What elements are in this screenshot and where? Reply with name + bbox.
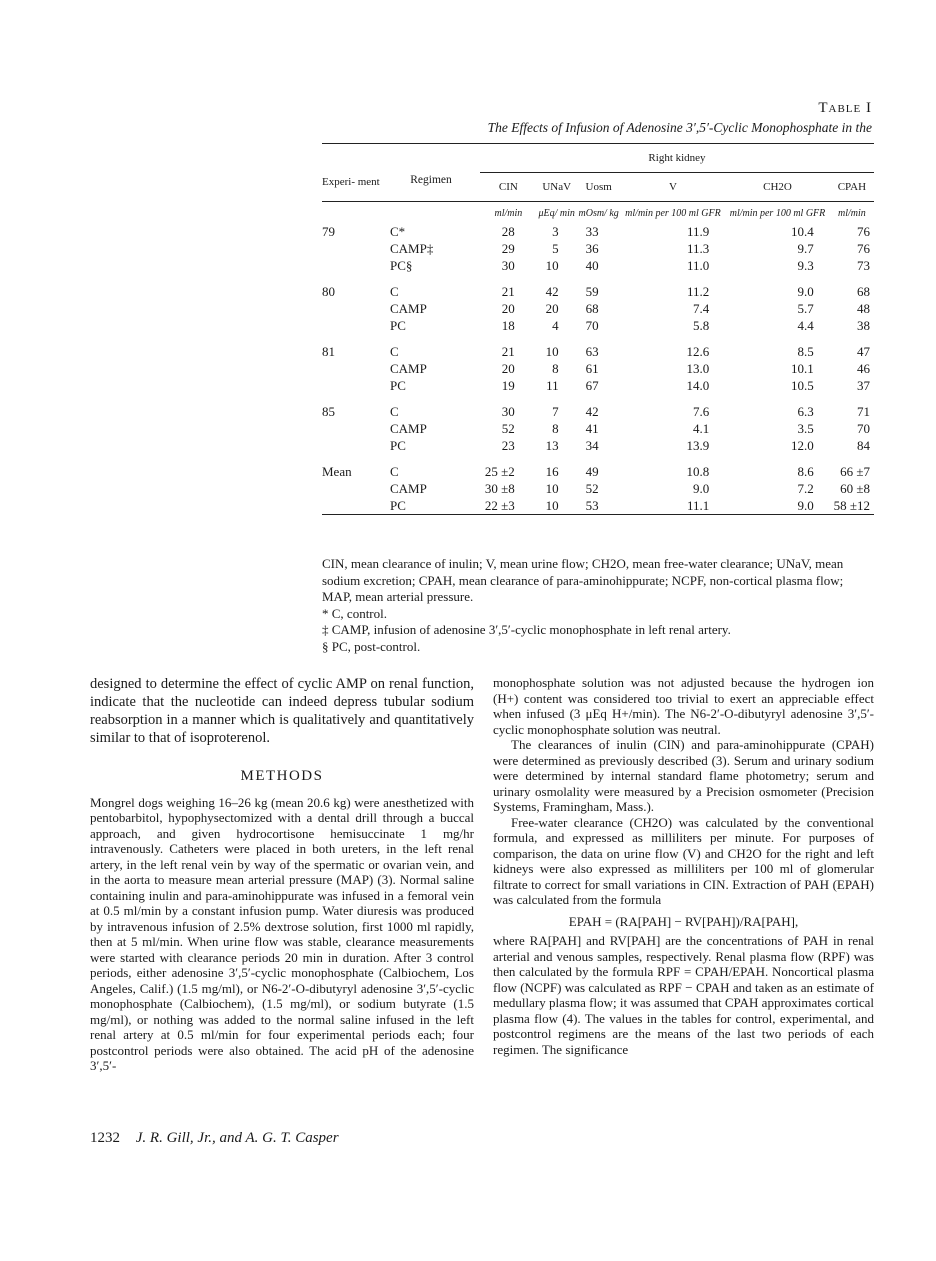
cell-uosm: 70 [585, 318, 599, 333]
table-title: The Effects of Infusion of Adenosine 3′,5′-Cyclic Monophosphate in the [487, 120, 872, 135]
cell-v: 9.0 [692, 481, 710, 496]
table-row [322, 343, 874, 360]
col-cin: CIN [498, 181, 518, 193]
paragraph-clearances: The clearances of inulin (CIN) and para-aminohippurate (CPAH) were determined as previously described (3). Serum and urinary sodium were determined by internal standard flame photometry; serum and urinary osmolality were measured by a Precision osmometer (Precision Systems, Framingham, Mass.). [493, 737, 874, 814]
cell-cin: 25 ±2 [484, 464, 515, 479]
cell-regimen: PC [390, 438, 406, 453]
unit-unav: μEq/ min [538, 208, 575, 219]
table-body [322, 202, 874, 520]
left-column [90, 675, 474, 1074]
cell-v: 11.1 [686, 498, 710, 513]
right-column [493, 675, 874, 1057]
cell-v: 11.3 [686, 241, 710, 256]
cell-cpah: 71 [857, 404, 870, 419]
cell-cpah: 73 [857, 258, 870, 273]
cell-cin: 22 ±3 [484, 498, 515, 513]
cell-experiment [322, 377, 382, 394]
cell-uosm: 61 [585, 361, 599, 376]
cell-experiment: 79 [322, 224, 335, 239]
unit-ch2o: ml/min per 100 ml GFR [729, 208, 826, 219]
cell-ch2o: 9.0 [797, 284, 814, 299]
cell-unav: 3 [552, 224, 559, 239]
cell-regimen: CAMP [390, 481, 427, 496]
cell-regimen: C [390, 284, 399, 299]
methods-paragraph: Mongrel dogs weighing 16–26 kg (mean 20.6 kg) were anesthetized with pentobarbitol, hypophysectomized with a dental drill through a buccal approach, and given hydrocortisone hemisuccinate 1 mg/hr intravenously. Catheters were placed in both ureters, in the left renal artery, in the left renal vein by way of the spermatic or ovarian vein, and in the aorta to measure mean arterial pressure (MAP) (3). Normal saline containing inulin and para-aminohippurate was infused in a femoral vein at 0.5 ml/min by a constant infusion pump. Water diuresis was produced by intravenous infusion of 2.5% dextrose solution, first 1000 ml rapidly, then at 5 ml/min. When urine flow was stable, clearance measurements were started with clearance periods 20 min in duration. After 3 control periods, either adenosine 3′,5′-cyclic monophosphate (Calbiochem, Los Angeles, Calif.) (1.5 mg/ml), or N6-2′-O-dibutyryl adenosine 3′,5′-cyclic monophosphate (Calbiochem), (1.5 mg/ml), or sodium butyrate (1.5 mg/ml), or nothing was added to the normal saline infused in the left renal artery at 0.5 ml/min for four experimental periods each; four postcontrol periods were also obtained. The acid pH of the adenosine 3′,5′- [90, 794, 474, 1073]
section-heading-methods: METHODS [240, 768, 324, 784]
cell-v: 13.9 [686, 438, 710, 453]
cell-experiment: 85 [322, 404, 335, 419]
footnote-camp: ‡ CAMP, infusion of adenosine 3′,5′-cyclic monophosphate in left renal artery. [322, 622, 731, 637]
table-row [322, 497, 874, 515]
cell-uosm: 53 [585, 498, 599, 513]
table-footnotes [322, 556, 876, 655]
cell-ch2o: 8.6 [797, 464, 814, 479]
cell-uosm: 68 [585, 301, 599, 316]
cell-uosm: 40 [585, 258, 599, 273]
col-experiment: Experi- ment [322, 176, 380, 188]
cell-regimen: PC [390, 378, 406, 393]
data-table [322, 143, 874, 519]
cell-ch2o: 9.7 [797, 241, 814, 256]
cell-cin: 29 [501, 241, 515, 256]
cell-ch2o: 5.7 [797, 301, 814, 316]
cell-experiment [322, 437, 382, 454]
cell-cin: 18 [501, 318, 515, 333]
cell-ch2o: 10.5 [791, 378, 814, 393]
table-row [322, 283, 874, 300]
cell-experiment [322, 497, 382, 515]
table-row [322, 300, 874, 317]
table-row [322, 437, 874, 454]
cell-experiment [322, 420, 382, 437]
table-row [322, 257, 874, 274]
cell-experiment [322, 240, 382, 257]
cell-cin: 30 [501, 258, 515, 273]
cell-unav: 11 [546, 378, 559, 393]
cell-cin: 30 ±8 [484, 481, 515, 496]
cell-unav: 8 [552, 421, 559, 436]
cell-cin: 30 [501, 404, 515, 419]
cell-unav: 42 [545, 284, 559, 299]
unit-v: ml/min per 100 ml GFR [625, 208, 721, 219]
cell-v: 7.6 [692, 404, 710, 419]
cell-regimen: PC§ [390, 258, 413, 273]
group-spacer [322, 454, 874, 463]
cell-experiment [322, 480, 382, 497]
cell-unav: 20 [545, 301, 559, 316]
cell-experiment [322, 257, 382, 274]
cell-unav: 4 [552, 318, 559, 333]
cell-ch2o: 7.2 [797, 481, 814, 496]
page-footer [90, 1130, 339, 1147]
table-row [322, 463, 874, 480]
unit-cpah: ml/min [837, 208, 866, 219]
cell-v: 13.0 [686, 361, 710, 376]
col-v: V [668, 181, 677, 193]
cell-regimen: PC [390, 318, 406, 333]
unit-uosm: mOsm/ kg [578, 208, 619, 219]
cell-v: 14.0 [686, 378, 710, 393]
footnote-postcontrol: § PC, post-control. [322, 638, 421, 654]
cell-unav: 13 [545, 438, 559, 453]
cell-uosm: 34 [585, 438, 599, 453]
cell-unav: 10 [545, 481, 559, 496]
cell-cpah: 38 [857, 318, 870, 333]
paragraph-ph: monophosphate solution was not adjusted because the hydrogen ion (H+) content was considered too trivial to exert an appreciable effect when infused (3 μEq H+/min). The N6-2′-O-dibutyryl adenosine 3′,5′-cyclic monophosphate solution was neutral. [493, 675, 874, 737]
group-spacer [322, 394, 874, 403]
cell-regimen: CAMP‡ [390, 241, 434, 256]
col-uosm: Uosm [585, 181, 612, 193]
cell-uosm: 67 [585, 378, 599, 393]
cell-ch2o: 3.5 [797, 421, 814, 436]
cell-unav: 5 [552, 241, 559, 256]
cell-v: 10.8 [686, 464, 710, 479]
cell-cpah: 66 ±7 [840, 464, 870, 479]
cell-experiment [322, 360, 382, 377]
table-row [322, 317, 874, 334]
cell-cin: 20 [501, 301, 515, 316]
cell-unav: 16 [545, 464, 559, 479]
cell-ch2o: 4.4 [797, 318, 814, 333]
cell-v: 5.8 [692, 318, 710, 333]
cell-cin: 52 [501, 421, 515, 436]
table-row [322, 377, 874, 394]
intro-paragraph: designed to determine the effect of cyclic AMP on renal function, indicate that the nucleotide can indeed depress tubular sodium reabsorption in a manner which is qualitatively and quantitatively similar to that of isoproterenol. [90, 676, 474, 746]
cell-cpah: 68 [857, 284, 870, 299]
unit-cin: ml/min [494, 208, 523, 219]
cell-unav: 8 [552, 361, 559, 376]
cell-regimen: CAMP [390, 421, 427, 436]
cell-unav: 10 [545, 498, 559, 513]
table-row [322, 403, 874, 420]
cell-cpah: 76 [857, 241, 870, 256]
col-cpah: CPAH [837, 181, 867, 193]
table-row [322, 480, 874, 497]
cell-experiment: Mean [322, 464, 352, 479]
cell-ch2o: 12.0 [791, 438, 814, 453]
cell-ch2o: 9.3 [797, 258, 814, 273]
cell-ch2o: 10.4 [791, 224, 814, 239]
cell-v: 11.0 [686, 258, 710, 273]
cell-unav: 10 [545, 258, 559, 273]
cell-cpah: 70 [857, 421, 870, 436]
cell-experiment: 80 [322, 284, 335, 299]
cell-regimen: CAMP [390, 301, 427, 316]
cell-uosm: 49 [585, 464, 599, 479]
cell-regimen: C [390, 404, 399, 419]
cell-cin: 21 [501, 284, 515, 299]
cell-ch2o: 8.5 [797, 344, 814, 359]
col-regimen: Regimen [410, 173, 452, 186]
cell-uosm: 52 [585, 481, 599, 496]
cell-v: 7.4 [692, 301, 710, 316]
cell-experiment: 81 [322, 344, 335, 359]
cell-v: 11.2 [686, 284, 710, 299]
col-unav: UNaV [542, 181, 572, 193]
cell-regimen: CAMP [390, 361, 427, 376]
cell-cin: 20 [501, 361, 515, 376]
footnote-control: * C, control. [322, 605, 387, 621]
cell-uosm: 36 [585, 241, 599, 256]
table-label: Table I [818, 100, 872, 116]
cell-experiment [322, 317, 382, 334]
cell-cin: 23 [501, 438, 515, 453]
cell-unav: 7 [552, 404, 559, 419]
cell-uosm: 63 [585, 344, 599, 359]
cell-regimen: C* [390, 224, 406, 239]
cell-cpah: 76 [857, 224, 870, 239]
footnote-abbreviations: CIN, mean clearance of inulin; V, mean urine flow; CH2O, mean free-water clearance; UNaV, mean sodium excretion; CPAH, mean clearance of para-aminohippurate; NCPF, non-cortical plasma flow; MAP, mean arterial pressure. [322, 556, 844, 604]
cell-cpah: 47 [857, 344, 870, 359]
cell-uosm: 41 [585, 421, 599, 436]
cell-cpah: 48 [857, 301, 870, 316]
cell-regimen: C [390, 344, 399, 359]
cell-experiment [322, 300, 382, 317]
cell-ch2o: 9.0 [797, 498, 814, 513]
cell-regimen: C [390, 464, 399, 479]
paragraph-free-water: Free-water clearance (CH2O) was calculated by the conventional formula, and expressed as milliliters per minute. For purposes of comparison, the data on urine flow (V) and CH2O for the right and left kidneys were also expressed as milliliters per 100 ml of glomerular filtrate to correct for small variations in CIN. Extraction of PAH (EPAH) was calculated from the formula [493, 814, 874, 907]
group-header: Right kidney [480, 144, 874, 173]
cell-cpah: 46 [857, 361, 870, 376]
page-number: 1232 [90, 1130, 120, 1146]
table-row [322, 240, 874, 257]
table-row [322, 360, 874, 377]
epah-formula: EPAH = (RA[PAH] − RV[PAH])/RA[PAH], [568, 913, 799, 929]
cell-cpah: 58 ±12 [833, 498, 870, 513]
cell-cin: 28 [501, 224, 515, 239]
cell-cpah: 84 [857, 438, 870, 453]
cell-v: 11.9 [686, 224, 710, 239]
cell-cpah: 60 ±8 [840, 481, 870, 496]
cell-regimen: PC [390, 498, 406, 513]
paragraph-rpf: where RA[PAH] and RV[PAH] are the concentrations of PAH in renal arterial and venous samples, respectively. Renal plasma flow (RPF) was then calculated by the formula RPF = CPAH/EPAH. Noncortical plasma flow (NCPF) was calculated as RPF − CPAH and taken as an estimate of medullary plasma flow; it was assumed that CPAH approximates cortical plasma flow (4). The values in the tables for control, experimental, and postcontrol regimens are the means of the last two periods of each regimen. The significance [493, 933, 874, 1057]
table-row [322, 223, 874, 240]
cell-cin: 19 [501, 378, 515, 393]
cell-ch2o: 10.1 [791, 361, 814, 376]
cell-ch2o: 6.3 [797, 404, 814, 419]
cell-v: 12.6 [686, 344, 710, 359]
cell-unav: 10 [545, 344, 559, 359]
table-row [322, 420, 874, 437]
cell-uosm: 33 [585, 224, 599, 239]
running-authors: J. R. Gill, Jr., and A. G. T. Casper [135, 1130, 339, 1146]
table-end-spacer [322, 515, 874, 520]
group-spacer [322, 334, 874, 343]
cell-v: 4.1 [692, 421, 710, 436]
col-ch2o: CH2O [763, 181, 792, 193]
cell-cpah: 37 [857, 378, 870, 393]
cell-cin: 21 [501, 344, 515, 359]
group-spacer [322, 274, 874, 283]
cell-uosm: 59 [585, 284, 599, 299]
cell-uosm: 42 [585, 404, 599, 419]
